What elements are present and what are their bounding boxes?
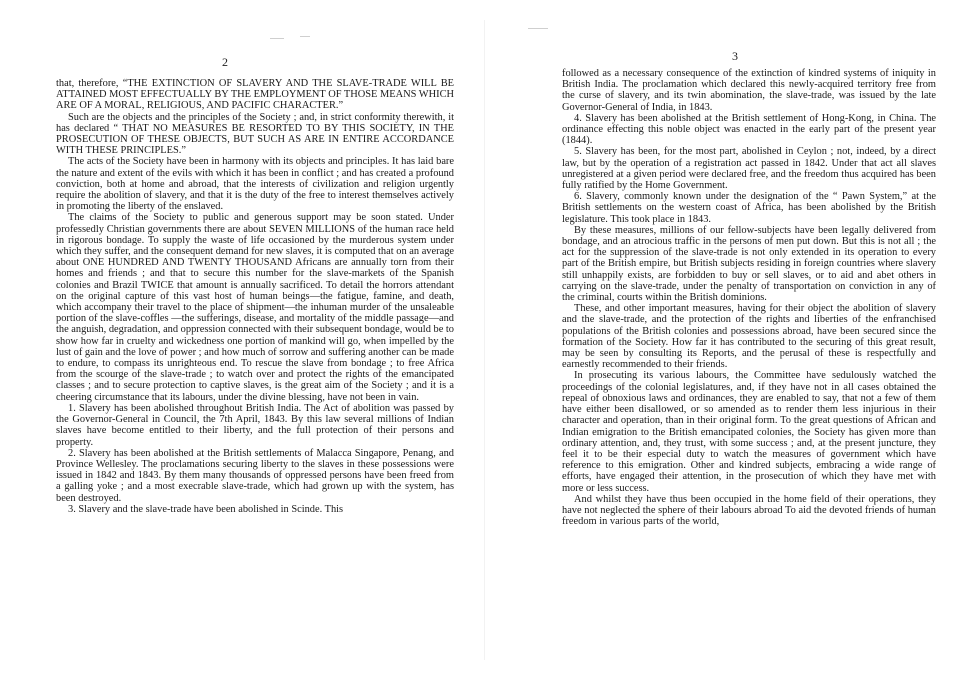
left-page-text xyxy=(56,78,454,515)
page-gutter xyxy=(484,20,485,660)
paragraph: By these measures, millions of our fellow-subjects have been legally delivered from bondage, and an atrocious traffic in the persons of men put down. But this is not all ; the act for the suppression of the slave-trade is not only extended in its operation to every part of the British empire, but British subjects residing in foreign countries where slavery still unhappily exists, are forbidden to buy or sell slaves, or to aid and abet others in carrying on the slave-trade, under the penalty of transportation on conviction in any of the criminal, courts within the British dominions. xyxy=(562,224,936,304)
right-page xyxy=(490,0,980,684)
paragraph: These, and other important measures, having for their object the abolition of slavery and the slave-trade, and the protection of the rights and liberties of the enfranchised populations of the British colonies and possessions abroad, have been secured since the formation of the Society. How far it has contributed to the securing of this great result, may be seen by consulting its Reports, and the perusal of these is respectfully and earnestly recommended to their friends. xyxy=(562,303,936,371)
paragraph: In prosecuting its various labours, the Committee have sedulously watched the proceedings of the colonial legislatures, and, if they have not in all cases obtained the repeal of obnoxious laws and ordinances, they are enabled to say, that not a few of them have either been disallowed, or so amended as to render them less injurious in their character and operation, than in their original form. To the great questions of African and Indian emigration to the British emancipated colonies, the Society has given more than ordinary attention, and, they trust, with some success ; and, at the present juncture, they feel it to be their especial duty to watch the measures of government which have reference to this emigration. Other and kindred subjects, embracing a wide range of efforts, have engaged their attention, in the prosecution of which they have met with more or less success. xyxy=(562,370,936,494)
paragraph: And whilst they have thus been occupied in the home field of their operations, they have not neglected the sphere of their labours abroad To aid the devoted friends of human freedom in various parts of the world, xyxy=(562,493,936,528)
paragraph: that, therefore, “THE EXTINCTION OF SLAVERY AND THE SLAVE-TRADE WILL BE ATTAINED MOST EFFECTUALLY BY THE EMPLOYMENT OF THOSE MEANS WHICH ARE OF A MORAL, RELIGIOUS, AND PACIFIC CHARACTER.” xyxy=(56,78,454,112)
paragraph: Such are the objects and the principles of the Society ; and, in strict conformity therewith, it has declared “ THAT NO MEASURES BE RESORTED TO BY THIS SOCIETY, IN THE PROSECUTION OF THESE OBJECTS, BUT SUCH AS ARE IN ENTIRE ACCORDANCE WITH THESE PRINCIPLES.” xyxy=(56,111,454,157)
paragraph: The acts of the Society have been in harmony with its objects and principles. It has laid bare the nature and extent of the evils with which it has been in conflict ; and has created a profound conviction, both at home and abroad, that the interests of civilization and religion urgently require the abolition of slavery, and that it is the duty of the free to interest themselves actively in promoting the liberty of the enslaved. xyxy=(56,156,454,213)
page-number: 3 xyxy=(732,49,738,63)
left-page xyxy=(0,0,480,684)
paragraph: 2. Slavery has been abolished at the British settlements of Malacca Singapore, Penang, and Province Wellesley. The proclamations securing liberty to the slaves in these possessions were issued in 1842 and 1843. By them many thousands of oppressed persons have been freed from a galling yoke ; and a most execrable slave-trade, which had grown up with the system, has been destroyed. xyxy=(56,447,454,504)
paragraph: 1. Slavery has been abolished throughout British India. The Act of abolition was passed by the Governor-General in Council, the 7th April, 1843. By this law several millions of Indian slaves have become entitled to their liberty, and the full protection of their persons and property. xyxy=(56,402,454,448)
paragraph: The claims of the Society to public and generous support may be soon stated. Under professedly Christian governments there are about SEVEN MILLIONS of the human race held in rigorous bondage. To supply the waste of life occasioned by the murderous system under which they suffer, and the consequent demand for new slaves, it is computed that on an average about ONE HUNDRED AND TWENTY THOUSAND Africans are annually torn from their homes and friends ; and that to secure this number for the slave-markets of the Spanish colonies and Brazil TWICE that amount is annually sacrificed. To detail the horrors attendant on the original capture of this vast host of human beings—the fatigue, famine, and death, which accompany their travel to the place of shipment—the inhuman murder of the unsaleable portion of the slave-coffles —the sufferings, disease, and mortality of the middle passage—and the anguish, degradation, and oppression connected with their subsequent bondage, would be to show how far in cruelty and wickedness one portion of mankind will go, when impelled by the lust of gain and the love of power ; and how much of sorrow and suffering another can be made to endure, to compass its unrighteous end. To rescue the slave from bondage ; to free Africa from the scourge of the slave-trade ; to watch over and protect the rights of the emancipated classes ; and to secure protection to captive slaves, is the great aim of the Society ; and it is a cheering circumstance that its labours, under the divine blessing, have not been in vain. xyxy=(56,212,454,403)
paragraph: followed as a necessary consequence of the extinction of kindred systems of iniquity in British India. The proclamation which declared this newly-acquired territory free from the curse of slavery, and its twin abomination, the slave-trade, was issued by the late Governor-General of India, in 1843. xyxy=(562,68,936,113)
paragraph: 3. Slavery and the slave-trade have been abolished in Scinde. This xyxy=(68,503,344,515)
paragraph: 6. Slavery, commonly known under the designation of the “ Pawn System,” at the British settlements on the western coast of Africa, has been abolished by the British legislature. This took place in 1843. xyxy=(562,191,936,225)
page-number: 2 xyxy=(222,55,228,69)
right-page-text xyxy=(562,68,936,527)
paragraph: 4. Slavery has been abolished at the British settlement of Hong-Kong, in China. The ordinance effecting this noble object was enacted in the early part of the present year (1844). xyxy=(562,112,936,147)
paragraph: 5. Slavery has been, for the most part, abolished in Ceylon ; not, indeed, by a direct law, but by the operation of a registration act passed in 1842. Under that act all slaves unregistered at a given period were declared free, and the freedom thus acquired has been fully ratified by the Home Government. xyxy=(562,146,936,192)
